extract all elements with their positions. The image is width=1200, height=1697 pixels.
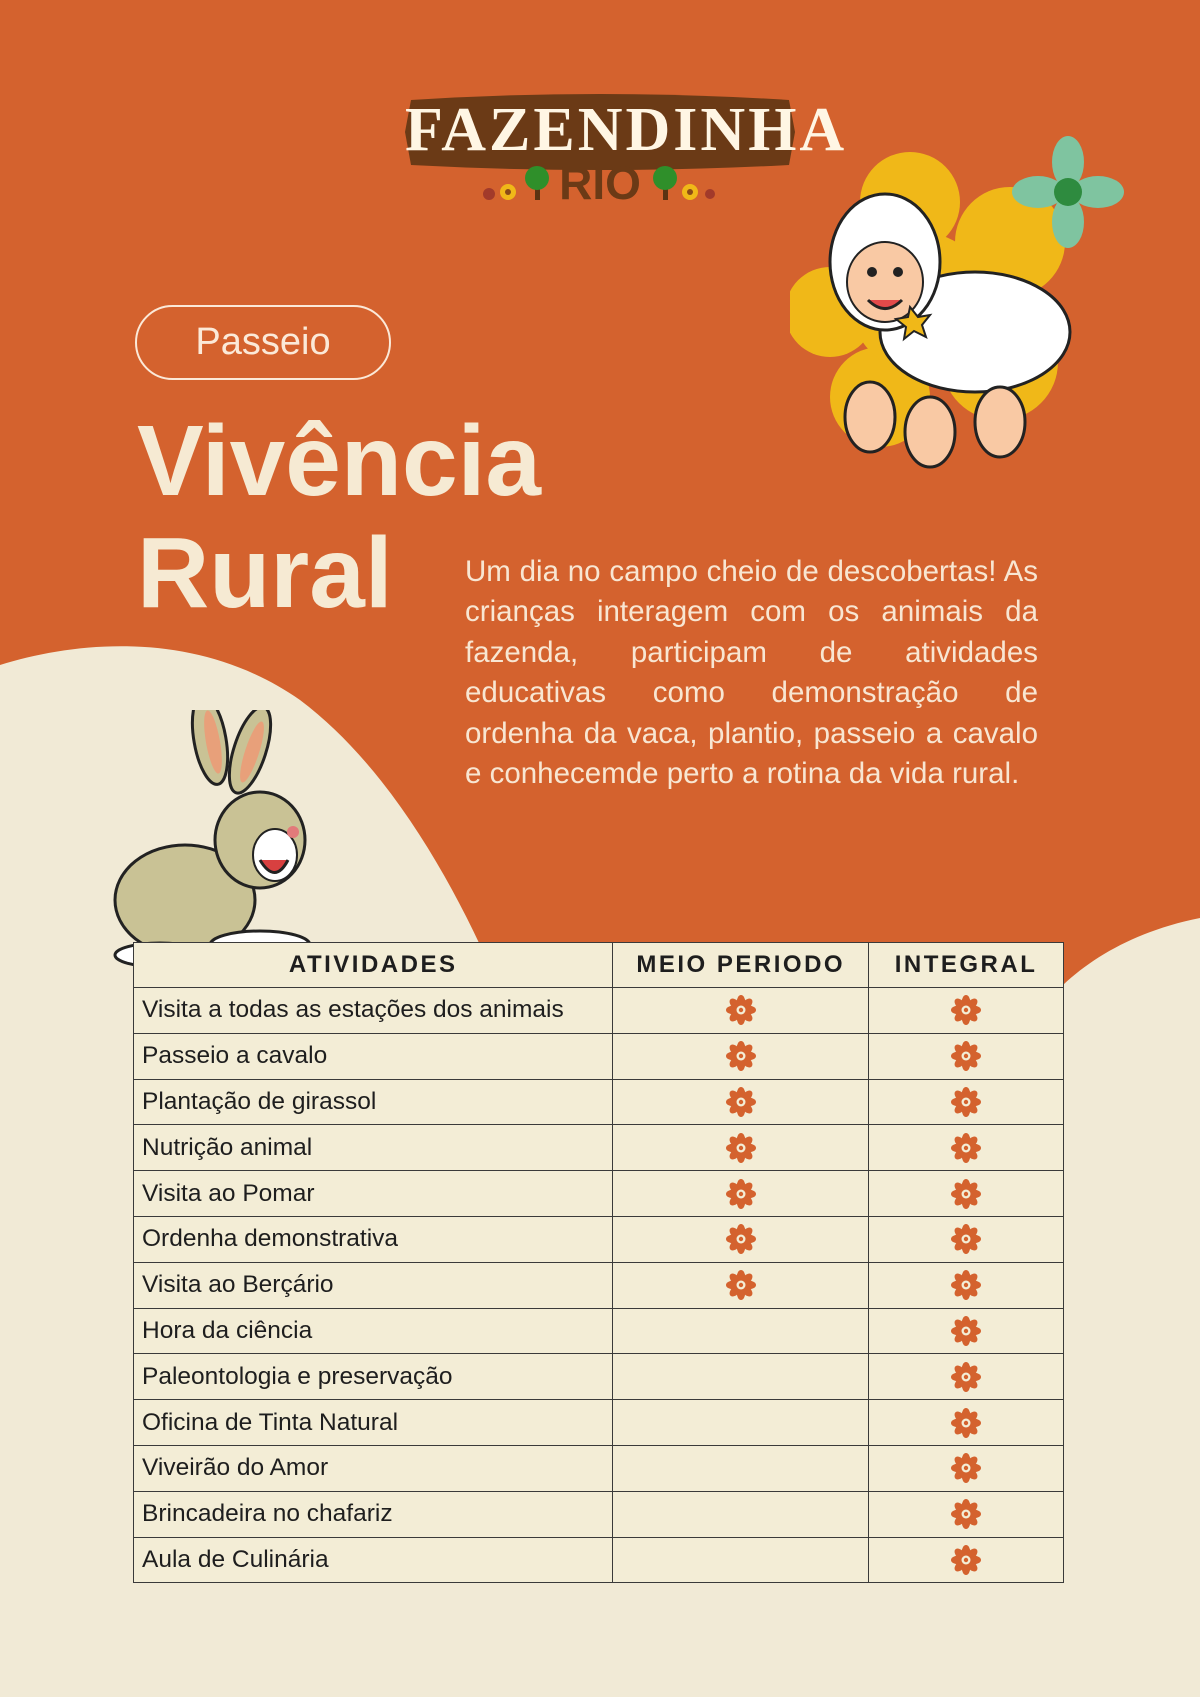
flower-icon	[950, 1178, 982, 1210]
full-day-cell	[869, 1354, 1064, 1400]
half-day-cell	[613, 1125, 869, 1171]
flower-icon	[950, 1315, 982, 1347]
flower-icon	[950, 1361, 982, 1393]
activity-name: Passeio a cavalo	[134, 1033, 613, 1079]
full-day-cell	[869, 1445, 1064, 1491]
full-day-cell	[869, 1537, 1064, 1583]
activity-name: Ordenha demonstrativa	[134, 1216, 613, 1262]
flower-icon	[725, 1132, 757, 1164]
flower-icon	[950, 1407, 982, 1439]
full-day-cell	[869, 1400, 1064, 1446]
half-day-cell	[613, 1400, 869, 1446]
half-day-cell	[613, 1079, 869, 1125]
table-row	[134, 1537, 1064, 1583]
half-day-cell	[613, 988, 869, 1034]
category-tag: Passeio	[135, 305, 391, 380]
table-row	[134, 1171, 1064, 1217]
bunny-mascot-illustration	[110, 710, 340, 970]
activity-name: Hora da ciência	[134, 1308, 613, 1354]
table-header-row	[134, 943, 1064, 988]
table-row	[134, 1033, 1064, 1079]
activity-name: Oficina de Tinta Natural	[134, 1400, 613, 1446]
flower-icon	[950, 1498, 982, 1530]
flower-icon	[950, 1086, 982, 1118]
table-row	[134, 1445, 1064, 1491]
flower-icon	[950, 1040, 982, 1072]
title-line-1: Vivência	[137, 405, 542, 517]
activity-name: Aula de Culinária	[134, 1537, 613, 1583]
full-day-cell	[869, 1308, 1064, 1354]
activity-name: Nutrição animal	[134, 1125, 613, 1171]
half-day-cell	[613, 1354, 869, 1400]
flower-icon	[725, 1223, 757, 1255]
flower-icon	[950, 1544, 982, 1576]
table-row	[134, 988, 1064, 1034]
activity-name: Brincadeira no chafariz	[134, 1491, 613, 1537]
flower-icon	[950, 1132, 982, 1164]
table-row	[134, 1400, 1064, 1446]
logo	[405, 90, 848, 209]
rabbit-icon	[115, 710, 310, 967]
header-full-day: INTEGRAL	[869, 943, 1064, 988]
table-row	[134, 1354, 1064, 1400]
logo-subtitle: RIO	[559, 157, 641, 209]
header-half-day: MEIO PERIODO	[613, 943, 869, 988]
activity-name: Paleontologia e preservação	[134, 1354, 613, 1400]
full-day-cell	[869, 1216, 1064, 1262]
half-day-cell	[613, 1308, 869, 1354]
table-row	[134, 1262, 1064, 1308]
half-day-cell	[613, 1537, 869, 1583]
full-day-cell	[869, 1033, 1064, 1079]
flower-icon	[950, 1223, 982, 1255]
header-activities: ATIVIDADES	[134, 943, 613, 988]
full-day-cell	[869, 1491, 1064, 1537]
flower-icon	[725, 1269, 757, 1301]
table-row	[134, 1216, 1064, 1262]
half-day-cell	[613, 1491, 869, 1537]
half-day-cell	[613, 1445, 869, 1491]
logo-title: FAZENDINHA	[405, 96, 848, 164]
half-day-cell	[613, 1262, 869, 1308]
title-line-2: Rural	[137, 517, 393, 629]
flower-icon	[725, 1178, 757, 1210]
activity-name: Visita ao Pomar	[134, 1171, 613, 1217]
sheep-mascot-illustration	[790, 132, 1130, 492]
full-day-cell	[869, 1171, 1064, 1217]
table-row	[134, 1125, 1064, 1171]
flower-icon	[950, 1452, 982, 1484]
full-day-cell	[869, 988, 1064, 1034]
table-row	[134, 1079, 1064, 1125]
activity-name: Viveirão do Amor	[134, 1445, 613, 1491]
activities-table	[133, 942, 1064, 1583]
flower-icon	[950, 1269, 982, 1301]
table-row	[134, 1308, 1064, 1354]
flower-icon	[725, 994, 757, 1026]
full-day-cell	[869, 1125, 1064, 1171]
flower-icon	[950, 994, 982, 1026]
activity-name: Plantação de girassol	[134, 1079, 613, 1125]
full-day-cell	[869, 1079, 1064, 1125]
activity-name: Visita ao Berçário	[134, 1262, 613, 1308]
flower-icon	[725, 1040, 757, 1072]
half-day-cell	[613, 1033, 869, 1079]
half-day-cell	[613, 1171, 869, 1217]
flower-icon	[725, 1086, 757, 1118]
half-day-cell	[613, 1216, 869, 1262]
table-row	[134, 1491, 1064, 1537]
full-day-cell	[869, 1262, 1064, 1308]
description-text: Um dia no campo cheio de descobertas! As crianças interagem com os animais da fazenda, participam de atividades educativas como demonstração de ordenha da vaca, plantio, passeio a cavalo e conhecemde perto a rotina da vida rural.	[465, 555, 1038, 791]
activity-name: Visita a todas as estações dos animais	[134, 988, 613, 1034]
